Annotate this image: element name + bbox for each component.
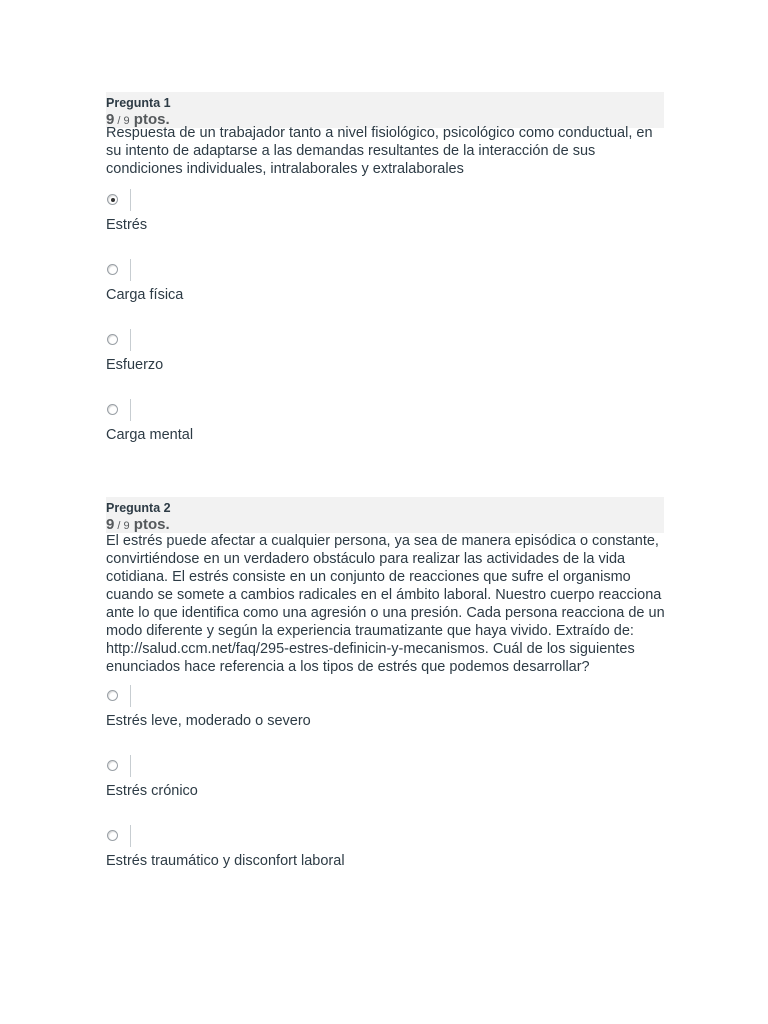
points-unit: ptos. bbox=[129, 111, 170, 128]
question-1 bbox=[106, 92, 664, 468]
divider bbox=[130, 825, 131, 847]
answer-list bbox=[106, 684, 664, 894]
divider bbox=[130, 259, 131, 281]
answer-option[interactable] bbox=[106, 328, 664, 398]
radio-row bbox=[106, 258, 146, 282]
answer-option[interactable] bbox=[106, 684, 664, 754]
divider bbox=[130, 685, 131, 707]
answer-list bbox=[106, 188, 664, 468]
answer-label: Carga física bbox=[106, 287, 184, 303]
radio-button[interactable] bbox=[107, 690, 118, 701]
radio-row bbox=[106, 398, 146, 422]
points-unit: ptos. bbox=[129, 516, 170, 533]
question-header bbox=[106, 497, 664, 533]
answer-option[interactable] bbox=[106, 824, 664, 894]
divider bbox=[130, 329, 131, 351]
answer-label: Esfuerzo bbox=[106, 357, 164, 373]
question-title: Pregunta 1 bbox=[106, 96, 171, 110]
radio-button[interactable] bbox=[107, 760, 118, 771]
answer-option[interactable] bbox=[106, 258, 664, 328]
radio-row bbox=[106, 684, 146, 708]
answer-option[interactable] bbox=[106, 754, 664, 824]
question-text: Respuesta de un trabajador tanto a nivel fisiológico, psicológico como conductual, en su intento de adaptarse a las demandas resultantes de la interacción de sus condiciones individuales, intralaborales y extralaborales bbox=[106, 125, 653, 177]
points-earned: 9 bbox=[106, 516, 115, 533]
radio-button[interactable] bbox=[107, 404, 118, 415]
radio-row bbox=[106, 328, 146, 352]
radio-row bbox=[106, 824, 146, 848]
radio-row bbox=[106, 188, 146, 212]
divider bbox=[130, 399, 131, 421]
question-title: Pregunta 2 bbox=[106, 501, 171, 515]
points-possible: / 9 bbox=[114, 115, 130, 127]
answer-option[interactable] bbox=[106, 398, 664, 468]
question-header bbox=[106, 92, 664, 128]
question-text: El estrés puede afectar a cualquier persona, ya sea de manera episódica o constante, convirtiéndose en un verdadero obstáculo para realizar las actividades de la vida cotidiana. El estrés consiste en un conjunto de reacciones que sufre el organismo cuando se somete a cambios radicales en el ámbito laboral. Nuestro cuerpo reacciona ante lo que identifica como una agresión o una presión. Cada persona reacciona de un modo diferente y según la experiencia traumatizante que haya vivido. Extraído de: http://salud.ccm.net/faq/295-estres-definicin-y-mecanismos. Cuál de los siguientes enunciados hace referencia a los tipos de estrés que podemos desarrollar? bbox=[106, 533, 665, 675]
points-earned: 9 bbox=[106, 111, 115, 128]
answer-option[interactable] bbox=[106, 188, 664, 258]
radio-button[interactable] bbox=[107, 264, 118, 275]
radio-button[interactable] bbox=[107, 334, 118, 345]
divider bbox=[130, 755, 131, 777]
answer-label: Estrés bbox=[106, 217, 148, 233]
answer-label: Estrés crónico bbox=[106, 783, 198, 799]
radio-button-selected[interactable] bbox=[107, 194, 118, 205]
divider bbox=[130, 189, 131, 211]
answer-label: Carga mental bbox=[106, 427, 194, 443]
answer-label: Estrés leve, moderado o severo bbox=[106, 713, 311, 729]
points-possible: / 9 bbox=[114, 520, 130, 532]
question-2 bbox=[106, 497, 664, 894]
radio-row bbox=[106, 754, 146, 778]
radio-button[interactable] bbox=[107, 830, 118, 841]
answer-label: Estrés traumático y disconfort laboral bbox=[106, 853, 345, 869]
